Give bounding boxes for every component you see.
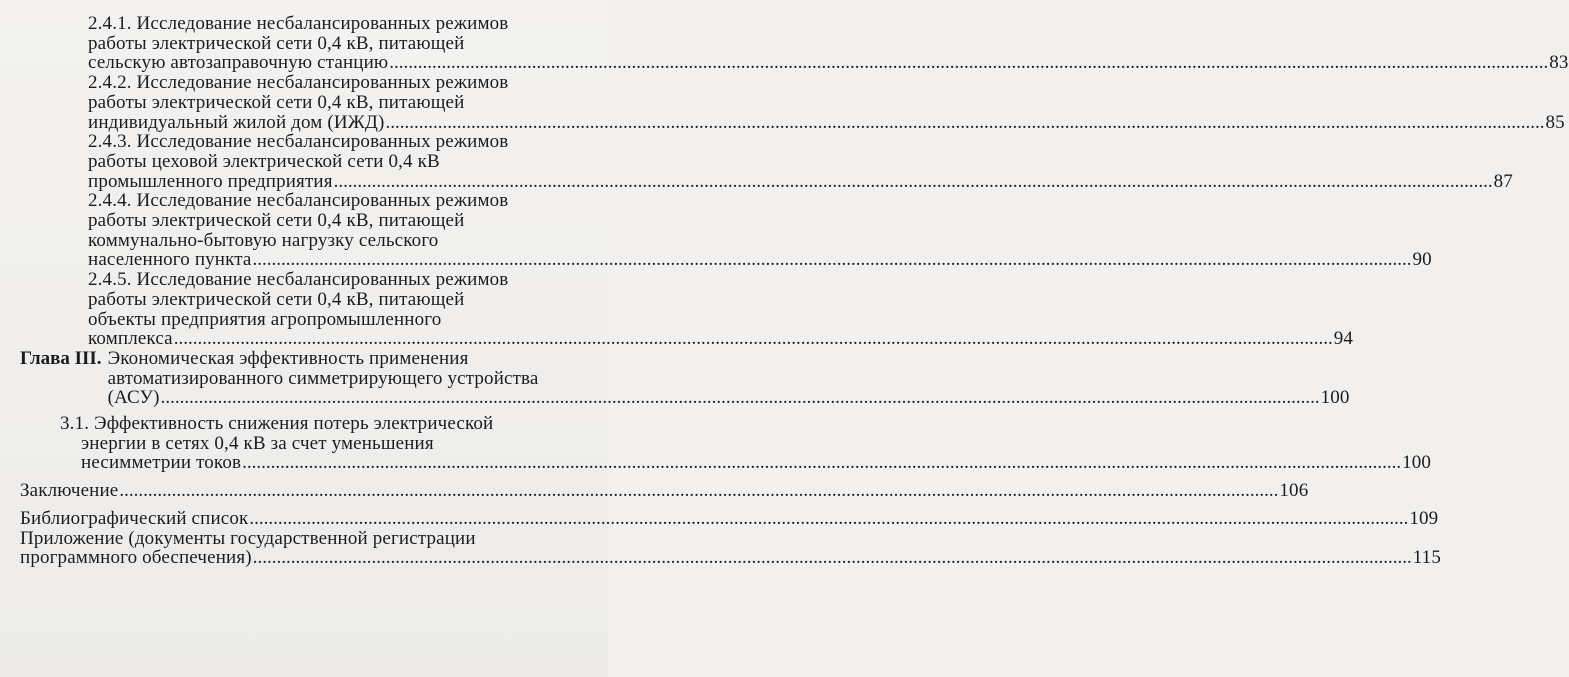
toc-entry-2-4-2[interactable] [88, 72, 1565, 133]
toc-last-line [88, 170, 1513, 192]
toc-line: сельскую автозаправочную станцию [88, 52, 389, 74]
toc-last-line [108, 388, 1350, 408]
toc-line: (АСУ) [107, 387, 160, 409]
dot-leader [253, 548, 1412, 568]
dot-leader [161, 388, 1320, 408]
page-number: 90 [1412, 249, 1432, 271]
toc-last-line [20, 547, 1441, 569]
chapter-label: Глава III. [20, 347, 102, 369]
dot-leader [249, 509, 1408, 529]
toc-line: 2.4.2. Исследование несбалансированных режимов [88, 72, 509, 94]
toc-line: 2.4.3. Исследование несбалансированных режимов [88, 131, 509, 153]
toc-entry-2-4-4[interactable] [88, 190, 1432, 271]
toc-line: программного обеспечения) [20, 547, 252, 569]
dot-leader [253, 250, 1412, 270]
toc-line: 2.4.4. Исследование несбалансированных режимов [88, 190, 509, 212]
toc-line: энергии в сетях 0,4 кВ за счет уменьшения [81, 432, 434, 454]
toc-line: населенного пункта [88, 249, 252, 271]
table-of-contents [0, 13, 1569, 569]
toc-line: работы электрической сети 0,4 кВ, питающей [88, 32, 465, 54]
toc-line: индивидуальный жилой дом (ИЖД) [88, 111, 385, 133]
toc-line: объекты предприятия агропромышленного [88, 308, 442, 330]
toc-line: автоматизированного симметрирующего устройства [107, 367, 539, 389]
page-number: 106 [1279, 480, 1309, 502]
toc-line: промышленного предприятия [88, 170, 333, 192]
toc-line: комплекса [88, 328, 173, 350]
toc-last-line [88, 52, 1569, 74]
toc-line: коммунально-бытовую нагрузку сельского [88, 229, 439, 251]
toc-line: 3.1. Эффективность снижения потерь электрической [60, 413, 494, 435]
page-number: 83 [1549, 52, 1569, 74]
toc-entry-appendix[interactable] [20, 527, 1441, 569]
toc-last-line [20, 480, 1309, 502]
toc-line: 2.4.5. Исследование несбалансированных режимов [88, 269, 509, 291]
toc-entry-chapter-3[interactable] [20, 347, 1350, 409]
toc-line: Приложение (документы государственной регистрации [20, 527, 476, 549]
page-number: 100 [1320, 387, 1350, 409]
dot-leader [385, 113, 1544, 133]
toc-last-line [20, 507, 1439, 529]
page-number: 94 [1333, 328, 1354, 350]
toc-line: 2.4.1. Исследование несбалансированных режимов [88, 13, 509, 34]
toc-last-line [88, 249, 1432, 271]
toc-line: работы электрической сети 0,4 кВ, питающей [88, 210, 465, 232]
toc-entry-2-4-5[interactable] [88, 269, 1354, 350]
toc-entry-conclusion[interactable] [20, 480, 1309, 502]
toc-entry-2-4-3[interactable] [88, 131, 1513, 192]
dot-leader [389, 53, 1548, 73]
toc-line: Экономическая эффективность применения [107, 347, 469, 369]
dot-leader [119, 481, 1278, 501]
toc-last-line [81, 452, 1432, 474]
page-number: 85 [1545, 111, 1565, 133]
toc-line: несимметрии токов [81, 452, 242, 474]
dot-leader [334, 172, 1493, 192]
toc-entry-bibliography[interactable] [20, 507, 1439, 529]
toc-entry-2-4-1[interactable] [88, 13, 1569, 74]
toc-line: Библиографический список [20, 507, 249, 529]
dot-leader [174, 329, 1333, 349]
toc-entry-3-1[interactable] [60, 413, 1432, 474]
toc-line: Заключение [20, 480, 119, 502]
page-number: 87 [1493, 170, 1513, 192]
chapter-title [108, 349, 1350, 408]
toc-line: работы электрической сети 0,4 кВ, питающей [88, 91, 465, 113]
dot-leader [242, 453, 1401, 473]
toc-line: работы цеховой электрической сети 0,4 кВ [88, 150, 440, 172]
page-number: 115 [1412, 547, 1441, 569]
toc-line: работы электрической сети 0,4 кВ, питающей [88, 288, 465, 310]
toc-last-line [88, 328, 1354, 350]
page-number: 100 [1402, 452, 1432, 474]
page-number: 109 [1409, 507, 1439, 529]
toc-last-line [88, 111, 1565, 133]
